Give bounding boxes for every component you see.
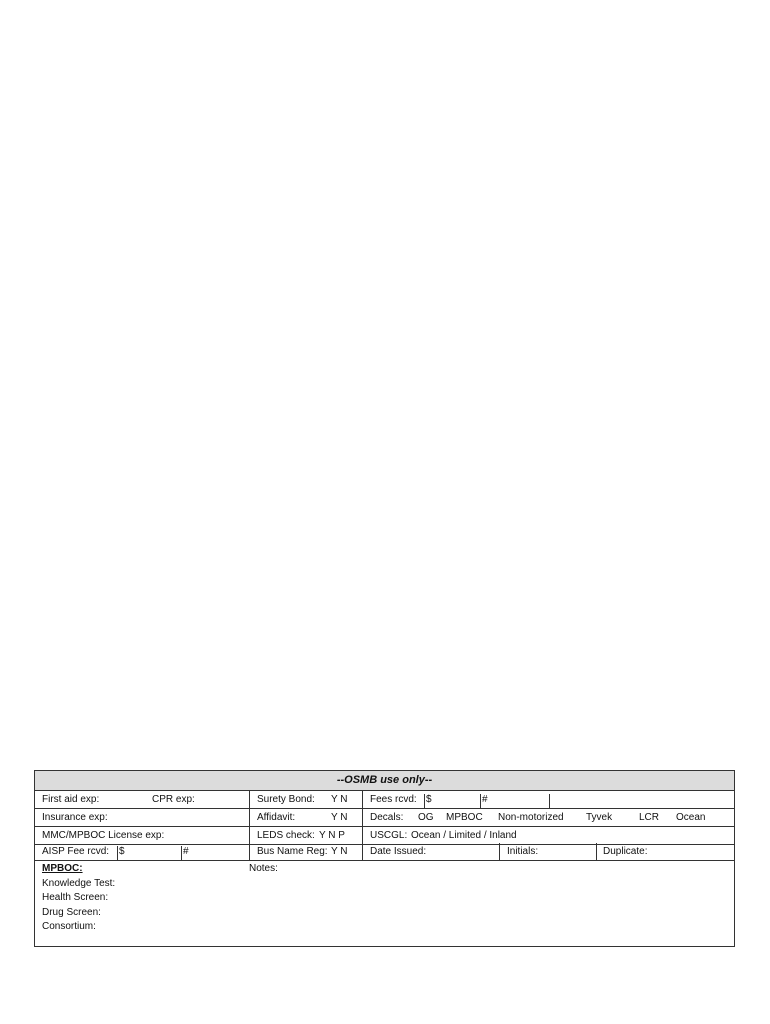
fees-number-sign: # (482, 794, 488, 805)
divider (362, 791, 363, 808)
surety-bond-yn: Y N (331, 794, 348, 805)
lower-section (35, 860, 734, 946)
date-issued-label: Date Issued: (370, 846, 427, 857)
decal-lcr: LCR (639, 812, 660, 823)
cpr-exp-label: CPR exp: (152, 794, 195, 805)
surety-bond-label: Surety Bond: (257, 794, 315, 805)
uscgl-label: USCGL: (370, 830, 408, 841)
mpboc-heading: MPBOC: (42, 863, 83, 874)
first-aid-exp-label: First aid exp: (42, 794, 100, 805)
decal-ocean: Ocean (676, 812, 706, 823)
consortium-label: Consortium: (42, 921, 96, 932)
form-row-1 (35, 791, 734, 809)
aisp-fee-rcvd-label: AISP Fee rcvd: (42, 846, 110, 857)
initials-label: Initials: (507, 846, 539, 857)
notes-label: Notes: (249, 863, 278, 874)
affidavit-yn: Y N (331, 812, 348, 823)
decals-label: Decals: (370, 812, 404, 823)
divider (362, 843, 363, 860)
aisp-number-box (181, 846, 182, 860)
affidavit-label: Affidavit: (257, 812, 296, 823)
decal-og: OG (418, 812, 434, 823)
divider (499, 843, 500, 860)
fees-end-box (549, 794, 550, 808)
divider (362, 827, 363, 844)
bus-name-reg-label: Bus Name Reg: (257, 846, 328, 857)
fees-dollar-sign: $ (426, 794, 432, 805)
divider (249, 843, 250, 860)
leds-check-label: LEDS check: (257, 830, 315, 841)
fees-number-box (480, 794, 481, 808)
form-row-4 (35, 843, 734, 861)
divider (249, 827, 250, 844)
osmb-use-only-form (34, 770, 735, 947)
fees-rcvd-label: Fees rcvd: (370, 794, 417, 805)
health-screen-label: Health Screen: (42, 892, 109, 903)
divider (249, 791, 250, 808)
aisp-number-sign: # (183, 846, 189, 857)
drug-screen-label: Drug Screen: (42, 907, 101, 918)
duplicate-label: Duplicate: (603, 846, 648, 857)
decal-mpboc: MPBOC (446, 812, 483, 823)
divider (249, 809, 250, 826)
bus-name-reg-yn: Y N (331, 846, 348, 857)
knowledge-test-label: Knowledge Test: (42, 878, 116, 889)
uscgl-options: Ocean / Limited / Inland (411, 830, 517, 841)
fees-dollar-box (424, 794, 425, 808)
form-header: --OSMB use only-- (35, 771, 734, 791)
decal-tyvek: Tyvek (586, 812, 613, 823)
aisp-dollar-box (117, 846, 118, 860)
form-row-2 (35, 809, 734, 827)
mmc-license-exp-label: MMC/MPBOC License exp: (42, 830, 165, 841)
divider (596, 843, 597, 860)
leds-check-ynp: Y N P (319, 830, 345, 841)
aisp-dollar-sign: $ (119, 846, 125, 857)
decal-non-motorized: Non-motorized (498, 812, 564, 823)
insurance-exp-label: Insurance exp: (42, 812, 108, 823)
divider (362, 809, 363, 826)
